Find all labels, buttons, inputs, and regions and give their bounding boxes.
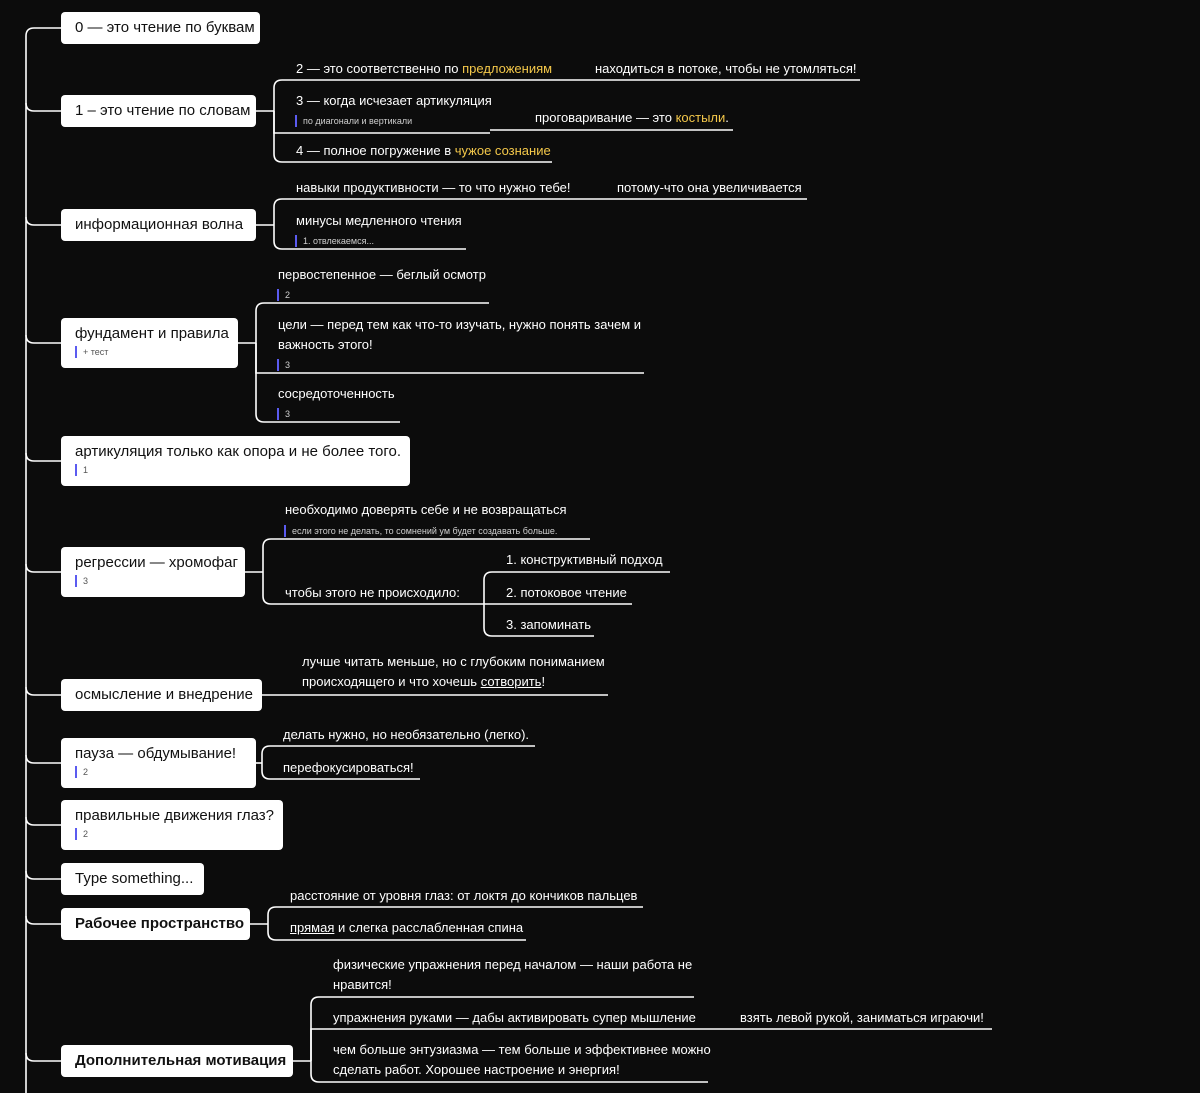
child-subnote: 3 [277,408,290,420]
underlined-text: прямая [290,920,335,935]
topic-note: 3 [75,575,231,587]
child-trust-yourself[interactable]: необходимо доверять себе и не возвращаться [285,502,567,517]
topic-node-articulation[interactable] [61,436,410,486]
child-subnote: 3 [277,359,290,371]
topic-node-eye-movements[interactable] [61,800,283,850]
topic-label: осмысление и внедрение [75,686,253,703]
child-productivity[interactable]: навыки продуктивности — то что нужно тебе! [296,180,571,195]
child-eye-distance[interactable]: расстояние от уровня глаз: от локтя до кончиков пальцев [290,888,638,903]
child-text: 4 — полное погружение в [296,143,455,158]
topic-note: 2 [75,828,269,840]
child-read-less[interactable] [302,652,622,692]
topic-node-workspace[interactable] [61,908,250,940]
topic-node-foundation[interactable] [61,318,238,368]
child-refocus[interactable]: перефокусироваться! [283,760,414,775]
child-subnote: если этого не делать, то сомнений ум будет создавать больше. [284,525,557,537]
child-slow-reading[interactable]: минусы медленного чтения [296,213,462,228]
child-physical-exercise[interactable]: физические упражнения перед началом — наши работа не нравится! [333,957,693,992]
child-sentences[interactable] [296,59,552,79]
topic-label: Рабочее пространство [75,915,245,932]
child-text: лучше читать меньше, но с глубоким пониманием происходящего и что хочешь [302,654,605,689]
topic-label: правильные движения глаз? [75,807,275,824]
child-subnote: по диагонали и вертикали [295,115,412,127]
topic-label: 1 – это чтение по словам [75,102,251,119]
topic-node-words[interactable] [61,95,256,127]
child-do-easy[interactable]: делать нужно, но необязательно (легко). [283,727,530,742]
topic-node-letters[interactable] [61,12,260,44]
topic-label: пауза — обдумывание! [75,745,237,762]
topic-note: 2 [75,766,242,778]
child-goals[interactable]: цели — перед тем как что-то изучать, нужно понять зачем и важность этого! [278,317,642,352]
topic-label: информационная волна [75,216,244,233]
child-subnote: 2 [277,289,290,301]
topic-node-motivation[interactable] [61,1045,293,1077]
child-text: ! [541,674,546,689]
topic-note: + тест [75,346,224,358]
child-straight-back[interactable] [290,918,523,938]
child-text: . [725,110,729,125]
topic-note: 1 [75,464,396,476]
child-immersion[interactable] [296,141,551,161]
note-left-hand[interactable]: взять левой рукой, заниматься играючи! [740,1010,984,1025]
highlight-text: костыли [675,110,726,125]
child-subnote: 1. отвлекаемся... [295,235,374,247]
topic-label: Type something... [75,870,194,887]
note-flow[interactable]: находиться в потоке, чтобы не утомляться! [595,61,857,76]
topic-node-regressions[interactable] [61,547,245,597]
child-enthusiasm[interactable]: чем больше энтузиазма — тем больше и эффективнее можно сделать работ. Хорошее настроение и энергия! [333,1042,711,1077]
topic-label: артикуляция только как опора и не более того. [75,443,402,460]
child-constructive[interactable]: 1. конструктивный подход [506,552,663,567]
topic-node-comprehension[interactable] [61,679,262,711]
topic-label: Дополнительная мотивация [75,1052,287,1069]
topic-node-pause[interactable] [61,738,256,788]
note-crutches[interactable] [535,108,729,128]
child-flow-reading[interactable]: 2. потоковое чтение [506,585,627,600]
topic-node-info-wave[interactable] [61,209,256,241]
child-text: 2 — это соответственно по [296,61,463,76]
topic-label: 0 — это чтение по буквам [75,19,255,36]
child-text: и слегка расслабленная спина [334,920,524,935]
child-articulation-disappears[interactable]: 3 — когда исчезает артикуляция [296,93,492,108]
child-prevent[interactable]: чтобы этого не происходило: [285,585,460,600]
underlined-text: сотворить [480,674,542,689]
topic-label: фундамент и правила [75,325,229,342]
child-text: проговаривание — это [535,110,676,125]
child-remember[interactable]: 3. запоминать [506,617,591,632]
highlight-text: предложениям [462,61,553,76]
topic-node-placeholder[interactable] [61,863,204,895]
highlight-text: чужое сознание [454,143,551,158]
child-overview[interactable]: первостепенное — беглый осмотр [278,267,486,282]
child-concentration[interactable]: сосредоточенность [278,386,395,401]
note-increases[interactable]: потому-что она увеличивается [617,180,802,195]
topic-label: регрессии — хромофаг [75,554,238,571]
child-hand-exercise[interactable]: упражнения руками — дабы активировать супер мышление [333,1010,696,1025]
